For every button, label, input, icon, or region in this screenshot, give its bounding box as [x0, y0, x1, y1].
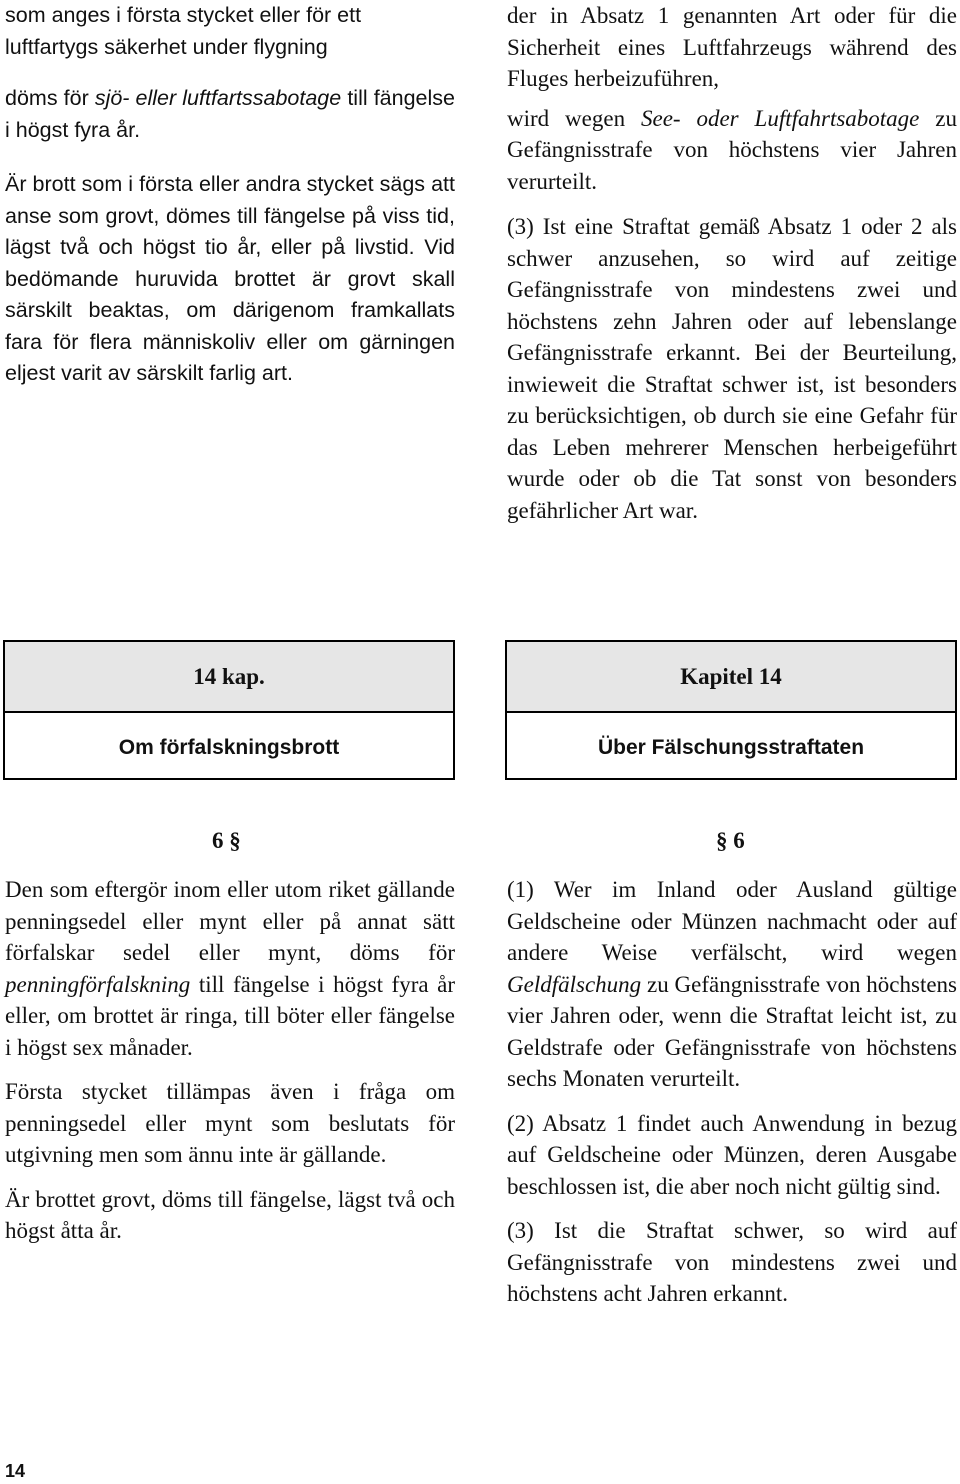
- top-left-column: [5, 0, 455, 390]
- section-right-paragraph-1: (1) Wer im Inland oder Ausland gültige Geldscheine oder Münzen nachmacht oder auf andere Weise verfälscht, wird wegen Geldfälschung zu Gefängnisstrafe von höchstens vier Jahren oder, wenn die Straftat leicht ist, zu Geldstrafe oder Gefängnisstrafe von höchstens sechs Monaten verurteilt.: [507, 877, 957, 1091]
- chapter-heading-box-right: [505, 640, 957, 780]
- page-number: 14: [5, 1461, 26, 1481]
- section-right-paragraph-2: (2) Absatz 1 findet auch Anwendung in bezug auf Geldscheine oder Münzen, deren Ausgabe beschlossen ist, die aber noch nicht gültig sind.: [507, 1110, 957, 1199]
- section-left-column: [5, 874, 455, 1247]
- section-right-paragraph-3: (3) Ist die Straftat schwer, so wird auf Gefängnisstrafe von mindestens zwei und höchstens acht Jahren erkannt.: [507, 1218, 957, 1306]
- top-left-paragraph-3: Är brott som i första eller andra stycket sägs att anse som grovt, dömes till fängelse på viss tid, lägst två och högst tio år, eller på livstid. Vid bedömande huruvida brottet är grovt skall särskilt beaktas, om därigenom framkallats fara för flera människoliv eller om gärningen eljest varit av särskilt farlig art.: [5, 172, 455, 385]
- top-right-paragraph-1: der in Absatz 1 genannten Art oder für die Sicherheit eines Luftfahrzeugs während des Fluges herbeizuführen,: [507, 3, 957, 91]
- chapter-subtitle: Om förfalskningsbrott: [118, 735, 340, 759]
- chapter-heading-box-left: [3, 640, 455, 780]
- chapter-subtitle: Über Fälschungsstraftaten: [597, 735, 865, 759]
- top-right-paragraph-2: wird wegen See- oder Luftfahrtsabotage zu Gefängnisstrafe von höchstens vier Jahren verurteilt.: [507, 105, 957, 194]
- top-right-column: [507, 0, 957, 526]
- italic-term: sjö- eller luftfartssabotage: [94, 86, 342, 110]
- chapter-title: 14 kap.: [5, 642, 453, 713]
- chapter-title: Kapitel 14: [507, 642, 955, 713]
- section-left-paragraph-3: Är brottet grovt, döms till fängelse, lägst två och högst åtta år.: [5, 1186, 455, 1243]
- top-left-line-2: luftfartygs säkerhet under flygning: [5, 34, 328, 59]
- italic-term: penningförfalskning: [5, 971, 191, 997]
- top-right-paragraph-3: (3) Ist eine Straftat gemäß Absatz 1 oder 2 als schwer anzusehen, so wird auf zeitige Gefängnisstrafe von mindestens zwei und höchstens zehn Jahren oder auf lebenslange Gefängnisstrafe erkannt. Bei der Beurteilung, inwieweit die Straftat schwer ist, ist besonders zu berücksichtigen, ob durch sie eine Gefahr für das Leben mehrerer Menschen herbeigeführt wurde oder ob die Tat sonst von besonders gefährlicher Art war.: [507, 214, 957, 523]
- section-heading-left: 6 §: [212, 828, 241, 853]
- section-left-paragraph-1: Den som eftergör inom eller utom riket gällande penningsedel eller mynt eller på annat sätt förfalskar sedel eller mynt, döms för penningförfalskning till fängelse i högst fyra år eller, om brottet är ringa, till böter eller fängelse i högst sex månader.: [5, 877, 455, 1060]
- top-left-paragraph-2: döms för sjö- eller luftfartssabotage till fängelse i högst fyra år.: [5, 86, 455, 142]
- italic-term: See- oder Luftfahrtsabotage: [641, 105, 920, 131]
- top-left-line-1: som anges i första stycket eller för ett: [5, 3, 362, 27]
- section-heading-right: § 6: [716, 828, 745, 853]
- section-left-paragraph-2: Första stycket tillämpas även i fråga om penningsedel eller mynt som beslutats för utgivning men som ännu inte är gällande.: [5, 1079, 455, 1167]
- italic-term: Geldfälschung: [507, 971, 642, 997]
- section-right-column: [507, 874, 957, 1310]
